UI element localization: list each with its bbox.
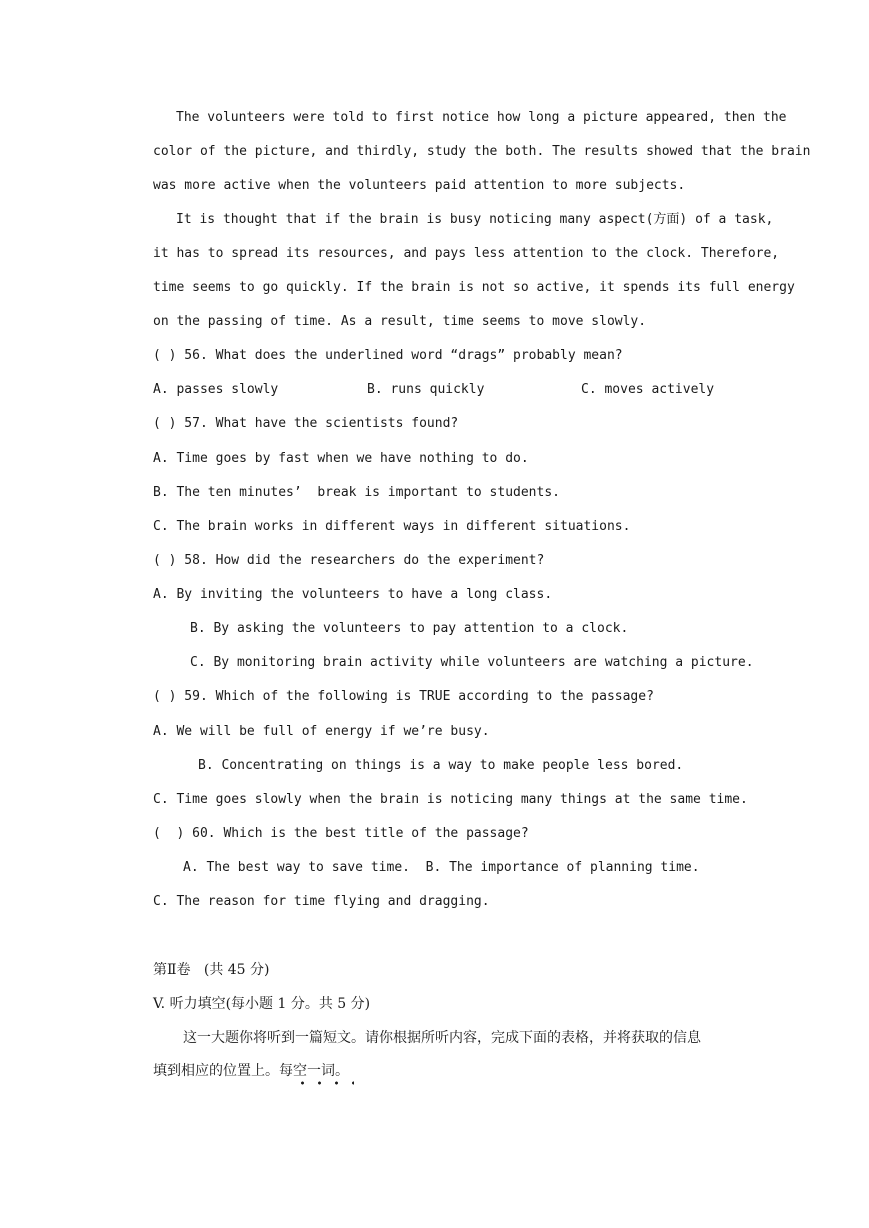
passage-line: on the passing of time. As a result, time seems to move slowly. — [153, 314, 647, 329]
question-59-option-c: C. Time goes slowly when the brain is noticing many things at the same time. — [153, 792, 748, 807]
question-57-stem: ( ) 57. What have the scientists found? — [153, 416, 459, 431]
passage-line: The volunteers were told to first notice how long a picture appeared, then the — [176, 110, 787, 125]
passage-line: it has to spread its resources, and pays less attention to the clock. Therefore, — [153, 246, 780, 261]
part-heading: V. 听力填空(每小题 1 分。共 5 分) — [153, 996, 371, 1012]
instruction-line: 填到相应的位置上。每空一词。 — [153, 1063, 349, 1079]
question-60-option-c: C. The reason for time flying and dragging. — [153, 894, 490, 909]
passage-line: time seems to go quickly. If the brain is not so active, it spends its full energy — [153, 280, 795, 295]
emphasis-dots — [294, 1080, 354, 1086]
question-57-option-c: C. The brain works in different ways in different situations. — [153, 519, 631, 534]
question-59-option-a: A. We will be full of energy if we’re busy. — [153, 724, 490, 739]
passage-line: was more active when the volunteers paid attention to more subjects. — [153, 178, 686, 193]
passage-line: color of the picture, and thirdly, study the both. The results showed that the brain — [153, 144, 811, 159]
section-title: 第Ⅱ卷 (共 45 分) — [153, 962, 270, 978]
question-59-option-b: B. Concentrating on things is a way to make people less bored. — [198, 758, 684, 773]
question-58-option-b: B. By asking the volunteers to pay attention to a clock. — [190, 621, 629, 636]
question-56-option-c: C. moves actively — [581, 382, 715, 397]
question-58-option-c: C. By monitoring brain activity while volunteers are watching a picture. — [190, 655, 754, 670]
question-58-stem: ( ) 58. How did the researchers do the experiment? — [153, 553, 545, 568]
question-56-stem: ( ) 56. What does the underlined word “drags” probably mean? — [153, 348, 623, 363]
question-57-option-a: A. Time goes by fast when we have nothing to do. — [153, 451, 529, 466]
question-59-stem: ( ) 59. Which of the following is TRUE according to the passage? — [153, 689, 654, 704]
question-60-options-ab: A. The best way to save time. B. The importance of planning time. — [183, 860, 700, 875]
question-56-option-b: B. runs quickly — [367, 382, 485, 397]
question-60-stem: ( ) 60. Which is the best title of the passage? — [153, 826, 529, 841]
question-58-option-a: A. By inviting the volunteers to have a long class. — [153, 587, 553, 602]
question-57-option-b: B. The ten minutes’ break is important to students. — [153, 485, 560, 500]
passage-line: It is thought that if the brain is busy noticing many aspect(方面) of a task, — [176, 212, 774, 227]
instruction-line: 这一大题你将听到一篇短文。请你根据所听内容，完成下面的表格，并将获取的信息 — [183, 1030, 701, 1046]
question-56-option-a: A. passes slowly — [153, 382, 279, 397]
